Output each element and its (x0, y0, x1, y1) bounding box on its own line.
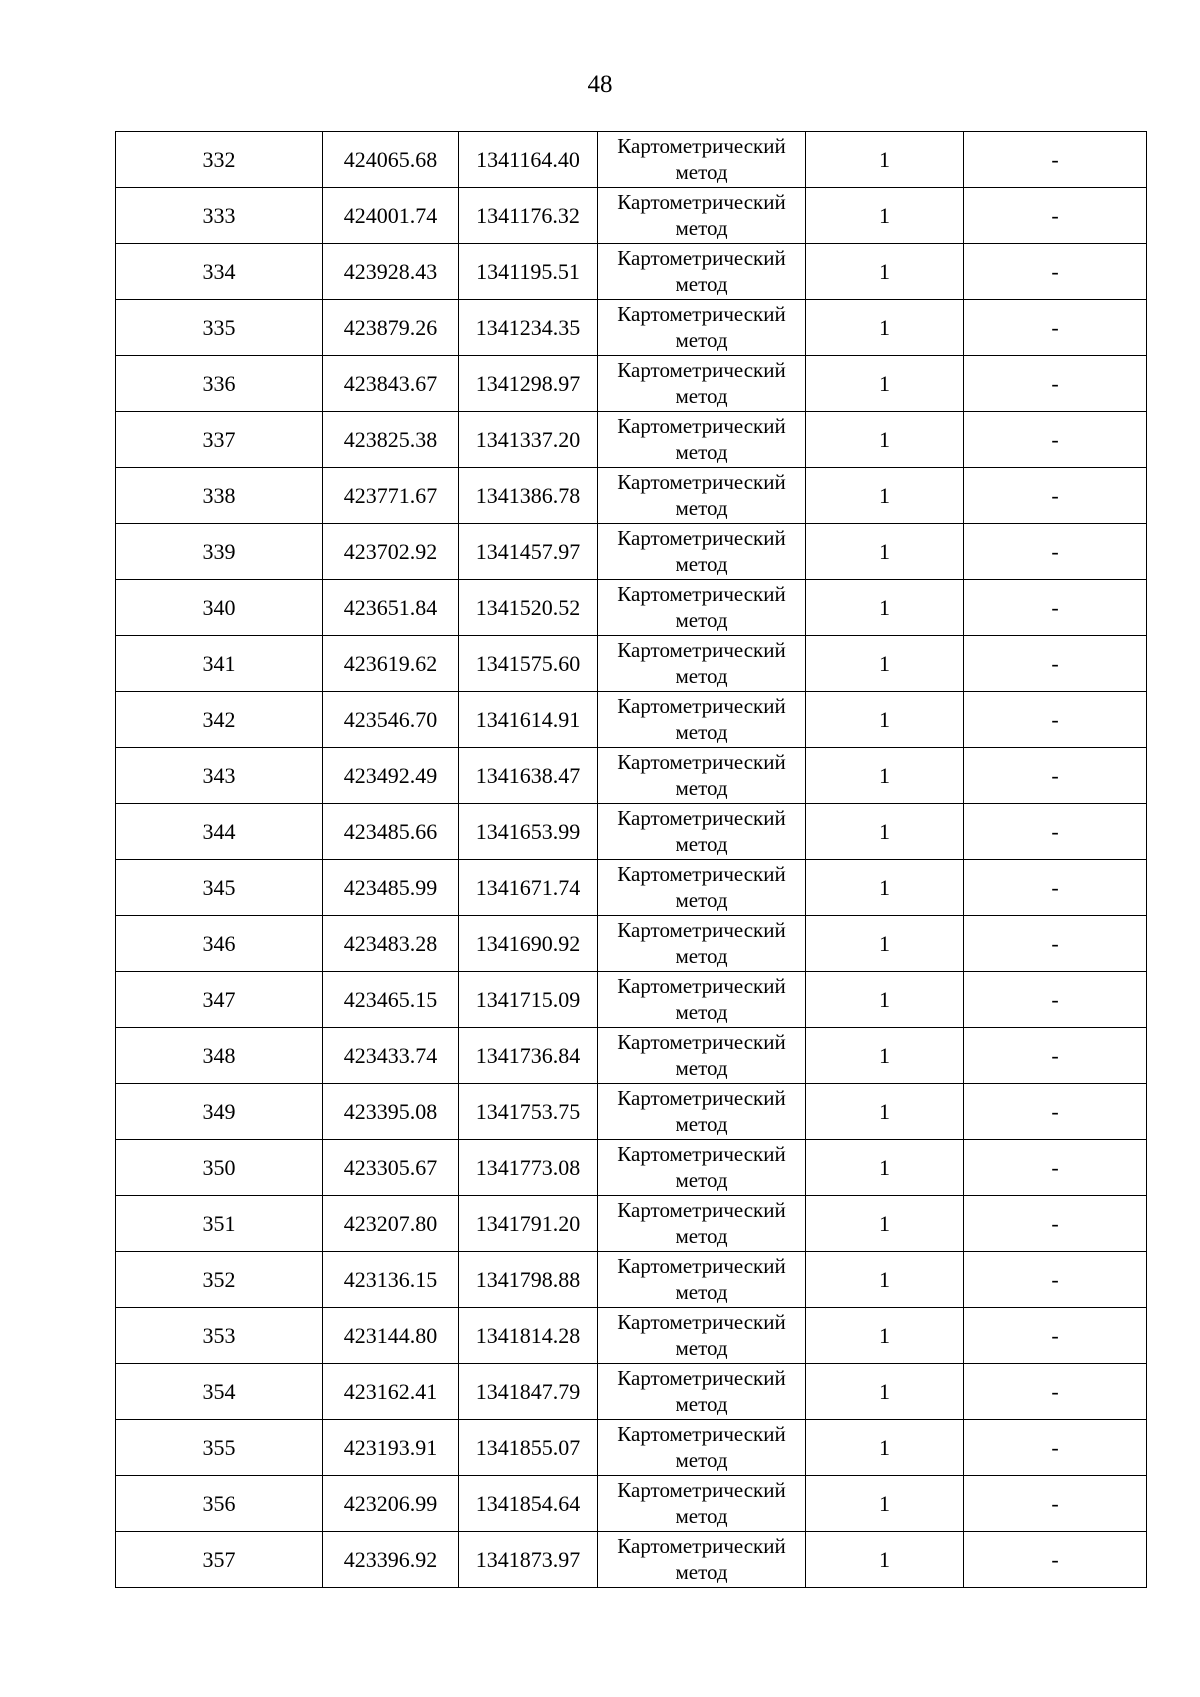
y-coordinate-cell: 1341773.08 (459, 1140, 598, 1196)
x-coordinate-cell: 423843.67 (323, 356, 459, 412)
method-cell: Картометрический метод (598, 300, 806, 356)
point-number-cell: 333 (116, 188, 323, 244)
description-cell: - (964, 244, 1147, 300)
y-coordinate-cell: 1341715.09 (459, 972, 598, 1028)
accuracy-cell: 1 (806, 748, 964, 804)
description-cell: - (964, 1420, 1147, 1476)
description-cell: - (964, 804, 1147, 860)
method-cell: Картометрический метод (598, 1476, 806, 1532)
x-coordinate-cell: 424001.74 (323, 188, 459, 244)
x-coordinate-cell: 423702.92 (323, 524, 459, 580)
point-number-cell: 349 (116, 1084, 323, 1140)
point-number-cell: 341 (116, 636, 323, 692)
accuracy-cell: 1 (806, 132, 964, 188)
accuracy-cell: 1 (806, 468, 964, 524)
point-number-cell: 356 (116, 1476, 323, 1532)
y-coordinate-cell: 1341798.88 (459, 1252, 598, 1308)
y-coordinate-cell: 1341847.79 (459, 1364, 598, 1420)
description-cell: - (964, 300, 1147, 356)
y-coordinate-cell: 1341690.92 (459, 916, 598, 972)
table-row (116, 132, 1147, 188)
description-cell: - (964, 1364, 1147, 1420)
x-coordinate-cell: 423492.49 (323, 748, 459, 804)
y-coordinate-cell: 1341873.97 (459, 1532, 598, 1588)
accuracy-cell: 1 (806, 300, 964, 356)
accuracy-cell: 1 (806, 1476, 964, 1532)
y-coordinate-cell: 1341176.32 (459, 188, 598, 244)
point-number-cell: 351 (116, 1196, 323, 1252)
description-cell: - (964, 1532, 1147, 1588)
point-number-cell: 339 (116, 524, 323, 580)
accuracy-cell: 1 (806, 524, 964, 580)
description-cell: - (964, 132, 1147, 188)
table-row (116, 468, 1147, 524)
y-coordinate-cell: 1341854.64 (459, 1476, 598, 1532)
y-coordinate-cell: 1341164.40 (459, 132, 598, 188)
table-row (116, 1084, 1147, 1140)
point-number-cell: 338 (116, 468, 323, 524)
x-coordinate-cell: 423928.43 (323, 244, 459, 300)
method-cell: Картометрический метод (598, 1196, 806, 1252)
point-number-cell: 336 (116, 356, 323, 412)
method-cell: Картометрический метод (598, 636, 806, 692)
method-cell: Картометрический метод (598, 804, 806, 860)
page-number: 48 (587, 71, 613, 98)
table-row (116, 860, 1147, 916)
table-row (116, 972, 1147, 1028)
point-number-cell: 347 (116, 972, 323, 1028)
x-coordinate-cell: 423433.74 (323, 1028, 459, 1084)
x-coordinate-cell: 423396.92 (323, 1532, 459, 1588)
point-number-cell: 340 (116, 580, 323, 636)
description-cell: - (964, 1308, 1147, 1364)
y-coordinate-cell: 1341234.35 (459, 300, 598, 356)
point-number-cell: 352 (116, 1252, 323, 1308)
y-coordinate-cell: 1341753.75 (459, 1084, 598, 1140)
accuracy-cell: 1 (806, 1308, 964, 1364)
accuracy-cell: 1 (806, 1420, 964, 1476)
table-row (116, 1028, 1147, 1084)
y-coordinate-cell: 1341575.60 (459, 636, 598, 692)
description-cell: - (964, 1028, 1147, 1084)
table-row (116, 804, 1147, 860)
point-number-cell: 354 (116, 1364, 323, 1420)
description-cell: - (964, 692, 1147, 748)
table-row (116, 1364, 1147, 1420)
accuracy-cell: 1 (806, 972, 964, 1028)
point-number-cell: 350 (116, 1140, 323, 1196)
y-coordinate-cell: 1341457.97 (459, 524, 598, 580)
accuracy-cell: 1 (806, 916, 964, 972)
x-coordinate-cell: 423136.15 (323, 1252, 459, 1308)
method-cell: Картометрический метод (598, 1252, 806, 1308)
table-row (116, 1140, 1147, 1196)
accuracy-cell: 1 (806, 1028, 964, 1084)
description-cell: - (964, 1252, 1147, 1308)
accuracy-cell: 1 (806, 412, 964, 468)
y-coordinate-cell: 1341791.20 (459, 1196, 598, 1252)
x-coordinate-cell: 423771.67 (323, 468, 459, 524)
table-row (116, 1476, 1147, 1532)
description-cell: - (964, 860, 1147, 916)
table-row (116, 748, 1147, 804)
y-coordinate-cell: 1341520.52 (459, 580, 598, 636)
method-cell: Картометрический метод (598, 1420, 806, 1476)
x-coordinate-cell: 423546.70 (323, 692, 459, 748)
method-cell: Картометрический метод (598, 972, 806, 1028)
description-cell: - (964, 1084, 1147, 1140)
accuracy-cell: 1 (806, 1364, 964, 1420)
description-cell: - (964, 412, 1147, 468)
table-row (116, 692, 1147, 748)
method-cell: Картометрический метод (598, 1364, 806, 1420)
y-coordinate-cell: 1341195.51 (459, 244, 598, 300)
description-cell: - (964, 1476, 1147, 1532)
table-row (116, 580, 1147, 636)
point-number-cell: 337 (116, 412, 323, 468)
x-coordinate-cell: 423193.91 (323, 1420, 459, 1476)
table-row (116, 1532, 1147, 1588)
description-cell: - (964, 356, 1147, 412)
x-coordinate-cell: 423483.28 (323, 916, 459, 972)
table-row (116, 636, 1147, 692)
accuracy-cell: 1 (806, 1084, 964, 1140)
method-cell: Картометрический метод (598, 692, 806, 748)
description-cell: - (964, 468, 1147, 524)
x-coordinate-cell: 423305.67 (323, 1140, 459, 1196)
y-coordinate-cell: 1341814.28 (459, 1308, 598, 1364)
method-cell: Картометрический метод (598, 580, 806, 636)
description-cell: - (964, 524, 1147, 580)
method-cell: Картометрический метод (598, 244, 806, 300)
table-row (116, 1420, 1147, 1476)
accuracy-cell: 1 (806, 1532, 964, 1588)
method-cell: Картометрический метод (598, 748, 806, 804)
table-row (116, 1252, 1147, 1308)
table-row (116, 244, 1147, 300)
method-cell: Картометрический метод (598, 524, 806, 580)
coordinates-table (115, 131, 1147, 1588)
description-cell: - (964, 972, 1147, 1028)
method-cell: Картометрический метод (598, 916, 806, 972)
point-number-cell: 343 (116, 748, 323, 804)
description-cell: - (964, 580, 1147, 636)
point-number-cell: 344 (116, 804, 323, 860)
description-cell: - (964, 1140, 1147, 1196)
y-coordinate-cell: 1341653.99 (459, 804, 598, 860)
y-coordinate-cell: 1341614.91 (459, 692, 598, 748)
x-coordinate-cell: 423651.84 (323, 580, 459, 636)
x-coordinate-cell: 423465.15 (323, 972, 459, 1028)
accuracy-cell: 1 (806, 1140, 964, 1196)
point-number-cell: 357 (116, 1532, 323, 1588)
method-cell: Картометрический метод (598, 1028, 806, 1084)
coordinates-table-body (116, 132, 1147, 1588)
point-number-cell: 346 (116, 916, 323, 972)
y-coordinate-cell: 1341855.07 (459, 1420, 598, 1476)
method-cell: Картометрический метод (598, 468, 806, 524)
table-row (116, 188, 1147, 244)
accuracy-cell: 1 (806, 636, 964, 692)
table-row (116, 356, 1147, 412)
method-cell: Картометрический метод (598, 1084, 806, 1140)
description-cell: - (964, 916, 1147, 972)
description-cell: - (964, 636, 1147, 692)
table-row (116, 412, 1147, 468)
point-number-cell: 353 (116, 1308, 323, 1364)
accuracy-cell: 1 (806, 188, 964, 244)
x-coordinate-cell: 423162.41 (323, 1364, 459, 1420)
table-row (116, 916, 1147, 972)
accuracy-cell: 1 (806, 356, 964, 412)
method-cell: Картометрический метод (598, 412, 806, 468)
method-cell: Картометрический метод (598, 132, 806, 188)
method-cell: Картометрический метод (598, 860, 806, 916)
y-coordinate-cell: 1341638.47 (459, 748, 598, 804)
x-coordinate-cell: 423206.99 (323, 1476, 459, 1532)
x-coordinate-cell: 424065.68 (323, 132, 459, 188)
description-cell: - (964, 748, 1147, 804)
x-coordinate-cell: 423485.66 (323, 804, 459, 860)
point-number-cell: 332 (116, 132, 323, 188)
point-number-cell: 345 (116, 860, 323, 916)
accuracy-cell: 1 (806, 1252, 964, 1308)
table-row (116, 1196, 1147, 1252)
x-coordinate-cell: 423485.99 (323, 860, 459, 916)
x-coordinate-cell: 423144.80 (323, 1308, 459, 1364)
y-coordinate-cell: 1341386.78 (459, 468, 598, 524)
y-coordinate-cell: 1341298.97 (459, 356, 598, 412)
point-number-cell: 335 (116, 300, 323, 356)
method-cell: Картометрический метод (598, 1140, 806, 1196)
y-coordinate-cell: 1341671.74 (459, 860, 598, 916)
y-coordinate-cell: 1341337.20 (459, 412, 598, 468)
accuracy-cell: 1 (806, 860, 964, 916)
x-coordinate-cell: 423395.08 (323, 1084, 459, 1140)
accuracy-cell: 1 (806, 580, 964, 636)
description-cell: - (964, 188, 1147, 244)
x-coordinate-cell: 423207.80 (323, 1196, 459, 1252)
x-coordinate-cell: 423619.62 (323, 636, 459, 692)
point-number-cell: 355 (116, 1420, 323, 1476)
accuracy-cell: 1 (806, 244, 964, 300)
x-coordinate-cell: 423879.26 (323, 300, 459, 356)
point-number-cell: 342 (116, 692, 323, 748)
table-row (116, 524, 1147, 580)
method-cell: Картометрический метод (598, 188, 806, 244)
method-cell: Картометрический метод (598, 1308, 806, 1364)
table-row (116, 300, 1147, 356)
point-number-cell: 348 (116, 1028, 323, 1084)
y-coordinate-cell: 1341736.84 (459, 1028, 598, 1084)
table-row (116, 1308, 1147, 1364)
accuracy-cell: 1 (806, 692, 964, 748)
x-coordinate-cell: 423825.38 (323, 412, 459, 468)
description-cell: - (964, 1196, 1147, 1252)
method-cell: Картометрический метод (598, 356, 806, 412)
point-number-cell: 334 (116, 244, 323, 300)
accuracy-cell: 1 (806, 804, 964, 860)
accuracy-cell: 1 (806, 1196, 964, 1252)
method-cell: Картометрический метод (598, 1532, 806, 1588)
